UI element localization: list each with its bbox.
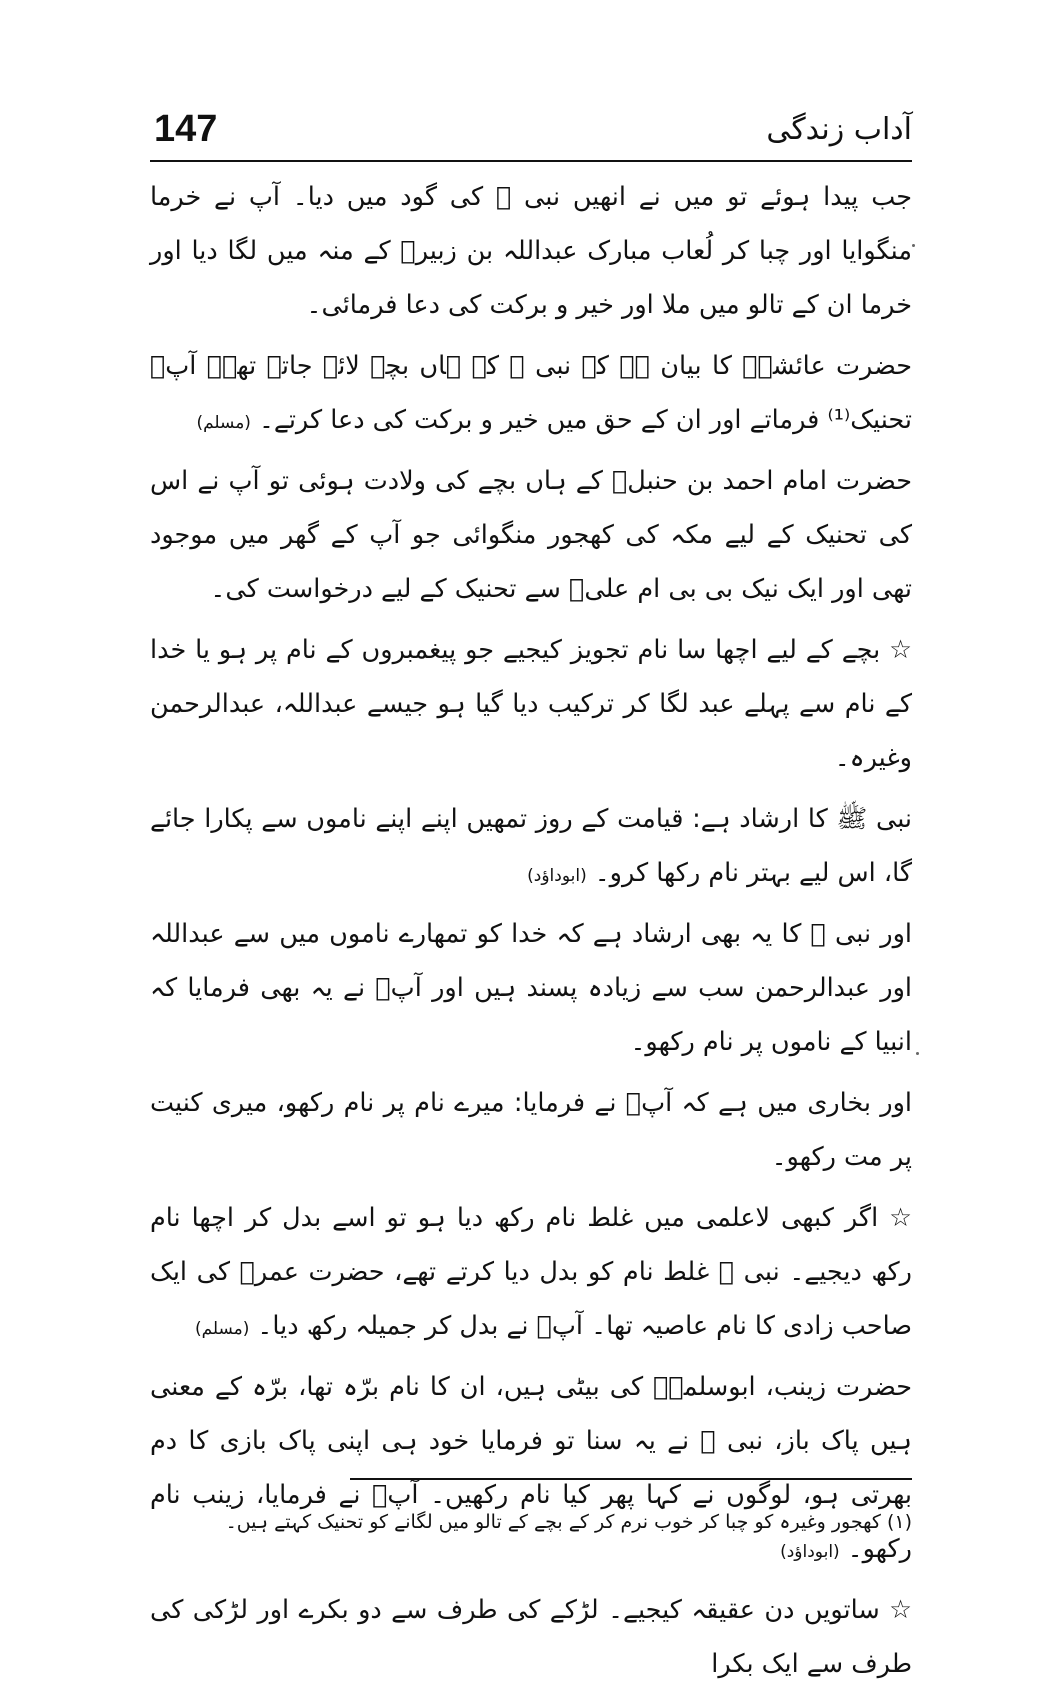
paragraph-text: اور نبی ﷺ کا یہ بھی ارشاد ہے کہ خدا کو تمھارے ناموں میں سے عبداللہ اور عبدالرحمن سب سے زیادہ پسند ہیں اور آپؐ نے یہ بھی فرمایا کہ انبیا کے ناموں پر نام رکھو۔ — [150, 919, 912, 1057]
paragraph-text: ☆ ساتویں دن عقیقہ کیجیے۔ لڑکے کی طرف سے دو بکرے اور لڑکی کی طرف سے ایک بکرا — [150, 1595, 912, 1679]
paragraph-7 — [150, 1076, 912, 1187]
citation: (ابوداؤد) — [527, 866, 587, 886]
running-title: آداب زندگی — [766, 112, 912, 147]
paragraph-text: حضرت امام احمد بن حنبلؒ کے ہاں بچے کی ولادت ہوئی تو آپ نے اس کی تحنیک کے لیے مکہ کی کھجور منگوائی جو آپ کے گھر میں موجود تھی اور ایک نیک بی بی ام علیؒ سے تحنیک کے لیے درخواست کی۔ — [150, 466, 912, 604]
paragraph-8 — [150, 1191, 912, 1356]
citation: (ابوداؤد) — [780, 1542, 840, 1562]
paragraph-text: ☆ بچے کے لیے اچھا سا نام تجویز کیجیے جو پیغمبروں کے نام پر ہو یا خدا کے نام سے پہلے عبد لگا کر ترکیب دیا گیا ہو جیسے عبداللہ، عبدالرحمن وغیرہ۔ — [150, 635, 912, 773]
paragraph-text: اور بخاری میں ہے کہ آپؐ نے فرمایا: میرے نام پر نام رکھو، میری کنیت پر مت رکھو۔ — [150, 1088, 912, 1172]
paragraph-10 — [150, 1583, 912, 1694]
paragraph-3 — [150, 454, 912, 619]
paragraph-text: حضرت عائشہؓ کا بیان ہے کہ نبی ﷺ کے ہاں بچے لائے جاتے تھے۔ آپؐ تحنیک⁽¹⁾ فرماتے اور ان کے حق میں خیر و برکت کی دعا کرتے۔ — [150, 351, 912, 435]
paragraph-6 — [150, 907, 912, 1072]
footnote-divider — [350, 1478, 912, 1480]
paragraph-2 — [150, 339, 912, 450]
page-header — [150, 100, 912, 162]
paragraph-1 — [150, 170, 912, 335]
paragraph-text: حضرت زینب، ابوسلمہؓ کی بیٹی ہیں، ان کا نام برّہ تھا، برّہ کے معنی ہیں پاک باز، نبی ﷺ نے یہ سنا تو فرمایا خود ہی اپنی پاک بازی کا دم بھرتی ہو، لوگوں نے کہا پھر کیا نام رکھیں۔ آپؐ نے فرمایا، زینب نام رکھو۔ — [150, 1372, 912, 1564]
paragraph-text: ☆ اگر کبھی لاعلمی میں غلط نام رکھ دیا ہو تو اسے بدل کر اچھا نام رکھ دیجیے۔ نبی ﷺ غلط نام کو بدل دیا کرتے تھے، حضرت عمرؓ کی ایک صاحب زادی کا نام عاصیہ تھا۔ آپؐ نے بدل کر جمیلہ رکھ دیا۔ — [150, 1203, 912, 1341]
page-number: 147 — [154, 108, 218, 150]
paragraph-4 — [150, 623, 912, 788]
paragraph-text: نبی ﷺ کا ارشاد ہے: قیامت کے روز تمھیں اپنے اپنے ناموں سے پکارا جائے گا، اس لیے بہتر نام رکھا کرو۔ — [150, 804, 912, 888]
paragraph-5 — [150, 792, 912, 903]
scan-speck — [912, 244, 915, 247]
scan-speck — [916, 1052, 919, 1055]
citation: (مسلم) — [196, 413, 251, 433]
citation: (مسلم) — [194, 1319, 250, 1339]
paragraph-text: جب پیدا ہوئے تو میں نے انھیں نبی ﷺ کی گود میں دیا۔ آپ نے خرما منگوایا اور چبا کر لُعاب مبارک عبداللہ بن زبیرؓ کے منہ میں لگا دیا اور خرما ان کے تالو میں ملا اور خیر و برکت کی دعا فرمائی۔ — [150, 182, 912, 320]
footnote: (۱) کھجور وغیرہ کو چبا کر خوب نرم کر کے بچے کے تالو میں لگانے کو تحنیک کہتے ہیں۔ — [225, 1511, 912, 1533]
body-text — [150, 170, 912, 1698]
paragraph-9 — [150, 1360, 912, 1579]
